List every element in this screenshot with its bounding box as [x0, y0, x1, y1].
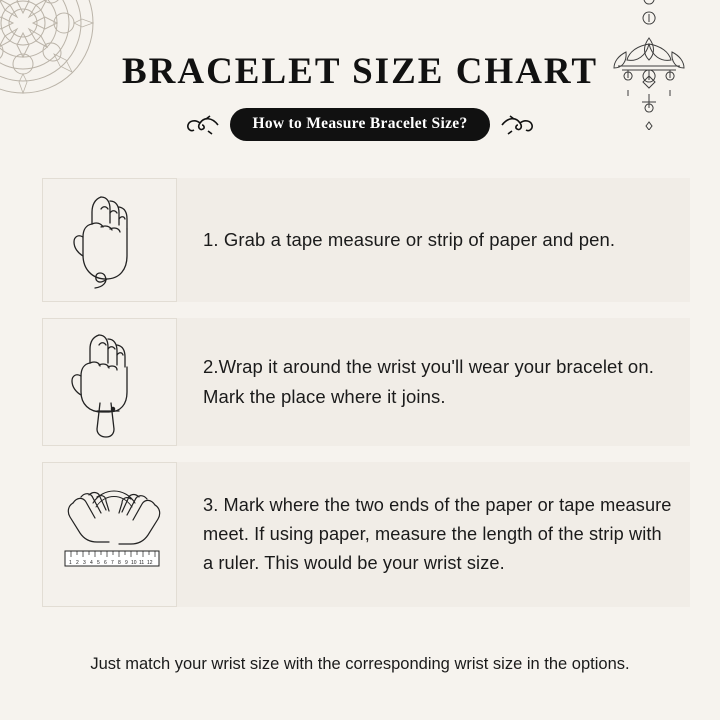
step-text: 1. Grab a tape measure or strip of paper and pen. — [203, 229, 616, 251]
svg-text:9: 9 — [125, 560, 128, 566]
footer-note: Just match your wrist size with the corresponding wrist size in the options. — [90, 655, 630, 673]
flourish-icon — [186, 113, 220, 137]
step-text: 2.Wrap it around the wrist you'll wear your bracelet on. Mark the place where it joins. — [203, 356, 654, 407]
svg-text:2: 2 — [76, 560, 79, 566]
subtitle-pill: How to Measure Bracelet Size? — [230, 108, 489, 141]
list-item — [42, 318, 690, 446]
svg-text:3: 3 — [83, 560, 86, 566]
svg-text:4: 4 — [90, 560, 93, 566]
list-item — [42, 462, 690, 607]
svg-text:7: 7 — [111, 560, 114, 566]
list-item — [42, 178, 690, 302]
page-title: BRACELET SIZE CHART — [121, 51, 599, 92]
svg-text:5: 5 — [97, 560, 100, 566]
hands-with-ruler-illustration — [42, 462, 177, 607]
svg-text:10: 10 — [131, 560, 137, 566]
step-text: 3. Mark where the two ends of the paper or tape measure meet. If using paper, measure the length of the strip with a ruler. This would be your wrist size. — [203, 495, 672, 573]
fist-hand-illustration — [42, 178, 177, 302]
svg-text:6: 6 — [104, 560, 107, 566]
svg-text:11: 11 — [139, 560, 145, 566]
subtitle-row — [0, 108, 720, 141]
svg-text:12: 12 — [147, 560, 153, 566]
svg-text:8: 8 — [118, 560, 121, 566]
svg-text:1: 1 — [69, 560, 72, 566]
hand-with-tape-illustration — [42, 318, 177, 446]
steps-list — [42, 178, 690, 623]
flourish-icon — [500, 113, 534, 137]
